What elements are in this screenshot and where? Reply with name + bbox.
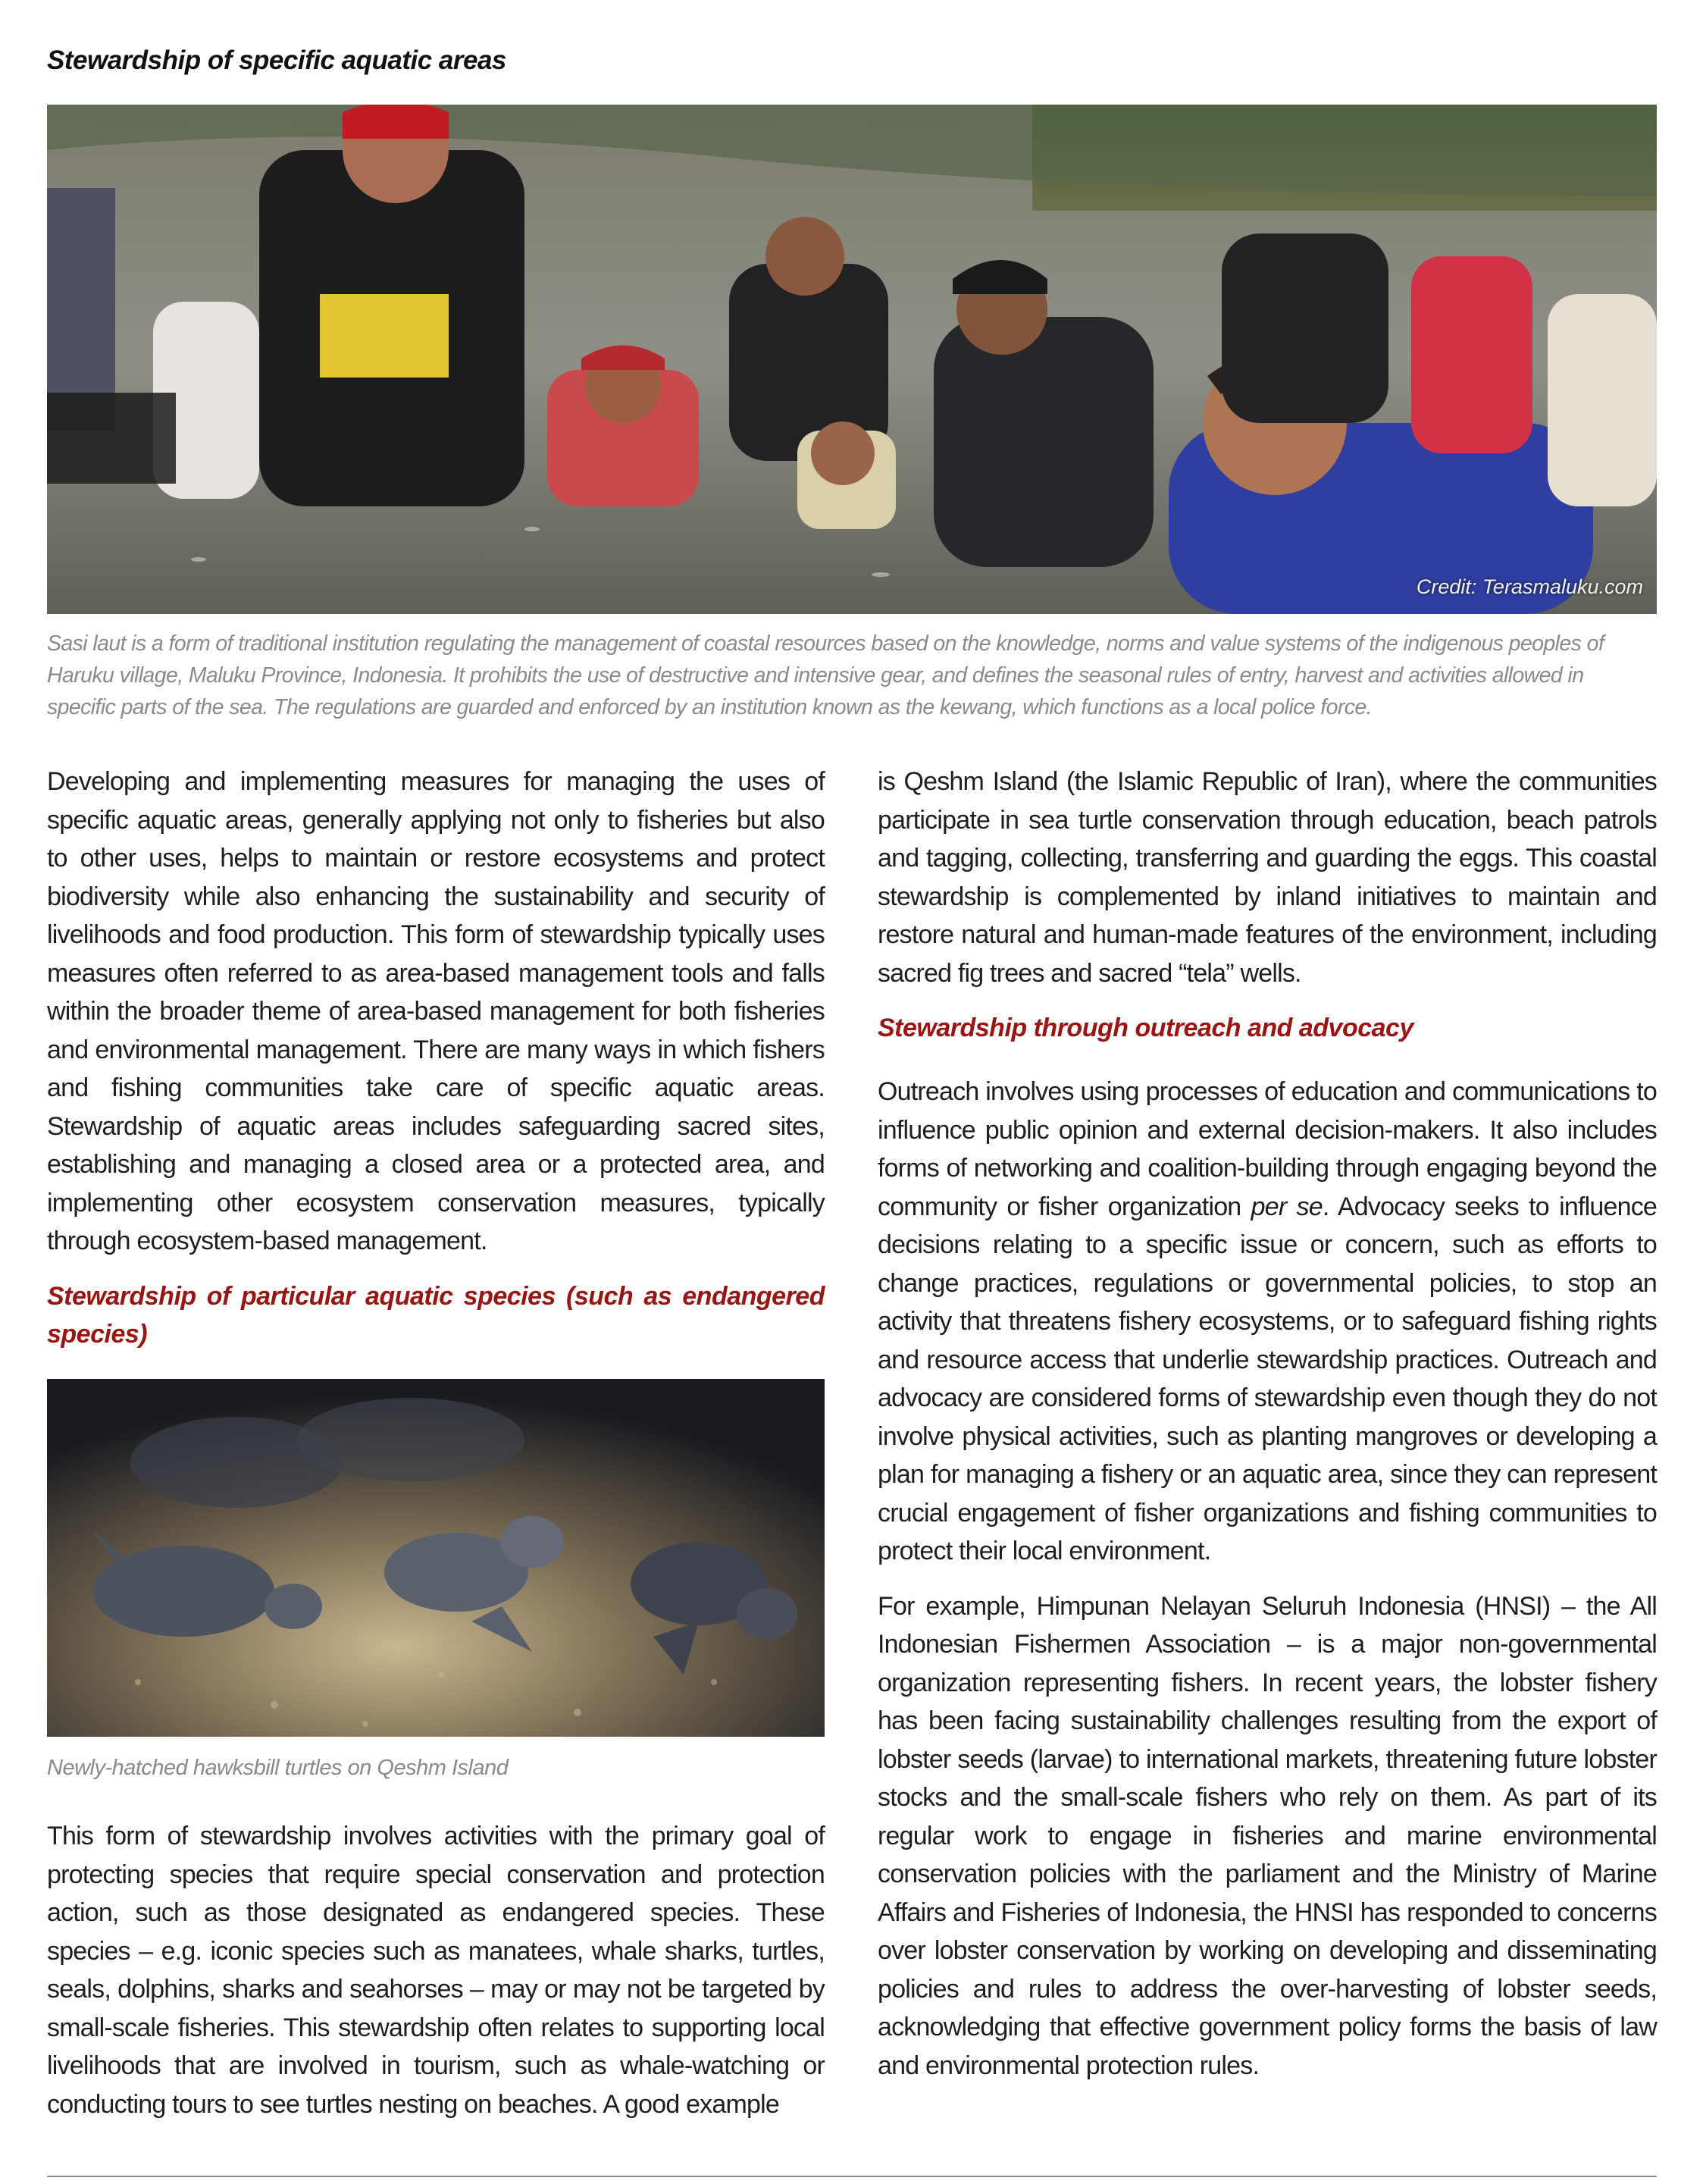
right-paragraph-2: [878, 1073, 1657, 1571]
turtles-photo-illustration: [47, 1379, 825, 1737]
left-paragraph-1: Developing and implementing measures for managing the uses of specific aquatic areas, generally applying not only to fisheries but also to other uses, helps to maintain or restore ecosystems and protect biodiversity while also enhancing the sustainability and security of livelihoods and food production. This form of stewardship typically uses measures often referred to as area-based management tools and falls within the broader theme of area-based management for both fisheries and environmental management. There are many ways in which fishers and fishing communities take care of specific aquatic areas. Stewardship of aquatic areas includes safeguarding sacred sites, establishing and managing a closed area or a protected area, and implementing other ecosystem conservation measures, typically through ecosystem-based management.: [47, 767, 825, 1255]
hawksbill-turtles-photo: [47, 1379, 825, 1737]
subhead-outreach-advocacy: Stewardship through outreach and advocacy: [878, 1014, 1413, 1042]
subhead-species-stewardship: Stewardship of particular aquatic species (such as endangered species): [47, 1281, 825, 1349]
p2-text-before: Outreach involves using processes of education and communications to influence public opinion and external decision-makers. It also includes forms of networking and coalition-building through engaging beyond the community or fisher organization: [878, 1077, 1657, 1221]
p2-text-after: . Advocacy seeks to influence decisions relating to a specific issue or concern, such as efforts to change practices, regulations or governmental policies, to stop an activity that threatens fishery ecosystems, or to safeguard fishing rights and resource access that underlie stewardship practices. Outreach and advocacy are considered forms of stewardship even though they do not involve physical activities, such as planting mangroves or developing a plan for managing a fishery or an aquatic area, since they can represent crucial engagement of fisher organizations and fishing communities to protect their local environment.: [878, 1192, 1657, 1565]
turtles-photo-caption: Newly-hatched hawksbill turtles on Qeshm Island: [47, 1755, 509, 1780]
right-column: [878, 763, 1657, 2101]
main-photo-caption: Sasi laut is a form of traditional institution regulating the management of coastal resources based on the knowledge, norms and value systems of the indigenous peoples of Haruku village, Maluku Province, Indonesia. It prohibits the use of destructive and intensive gear, and defines the seasonal rules of entry, harvest and activities allowed in specific parts of the sea. The regulations are guarded and enforced by an institution known as the kewang, which functions as a local police force.: [47, 631, 1604, 719]
page-heading: Stewardship of specific aquatic areas: [47, 45, 506, 75]
bottom-divider: [47, 2176, 1657, 2177]
right-paragraph-1: is Qeshm Island (the Islamic Republic of Iran), where the communities participate in sea turtle conservation through education, beach patrols and tagging, collecting, transferring and guarding the eggs. This coastal stewardship is complemented by inland initiatives to maintain and restore natural and human-made features of the environment, including sacred fig trees and sacred “tela” wells.: [878, 767, 1657, 988]
p2-italic-term: per se: [1251, 1192, 1323, 1221]
photo-credit: Credit: Terasmaluku.com: [1416, 575, 1643, 598]
sasi-laut-photo-illustration: [47, 105, 1657, 614]
right-paragraph-3: For example, Himpunan Nelayan Seluruh Indonesia (HNSI) – the All Indonesian Fishermen Association – is a major non-governmental organization representing fishers. In recent years, the lobster fishery has been facing sustainability challenges resulting from the export of lobster seeds (larvae) to international markets, threatening future lobster stocks and the small-scale fishers who rely on them. As part of its regular work to engage in fisheries and marine environmental conservation policies with the parliament and the Ministry of Marine Affairs and Fisheries of Indonesia, the HNSI has responded to concerns over lobster conservation by working on developing and disseminating policies and rules to address the over-harvesting of lobster seeds, acknowledging that effective government policy forms the basis of law and environmental protection rules.: [878, 1591, 1657, 2080]
sasi-laut-photo: [47, 105, 1657, 614]
left-column: [47, 763, 825, 2140]
left-paragraph-2: This form of stewardship involves activities with the primary goal of protecting species that require special conservation and protection action, such as those designated as endangered species. These species – e.g. iconic species such as manatees, whale sharks, turtles, seals, dolphins, sharks and seahorses – may or may not be targeted by small-scale fisheries. This stewardship often relates to supporting local livelihoods that are involved in tourism, such as whale-watching or conducting tours to see turtles nesting on beaches. A good example: [47, 1822, 825, 2119]
